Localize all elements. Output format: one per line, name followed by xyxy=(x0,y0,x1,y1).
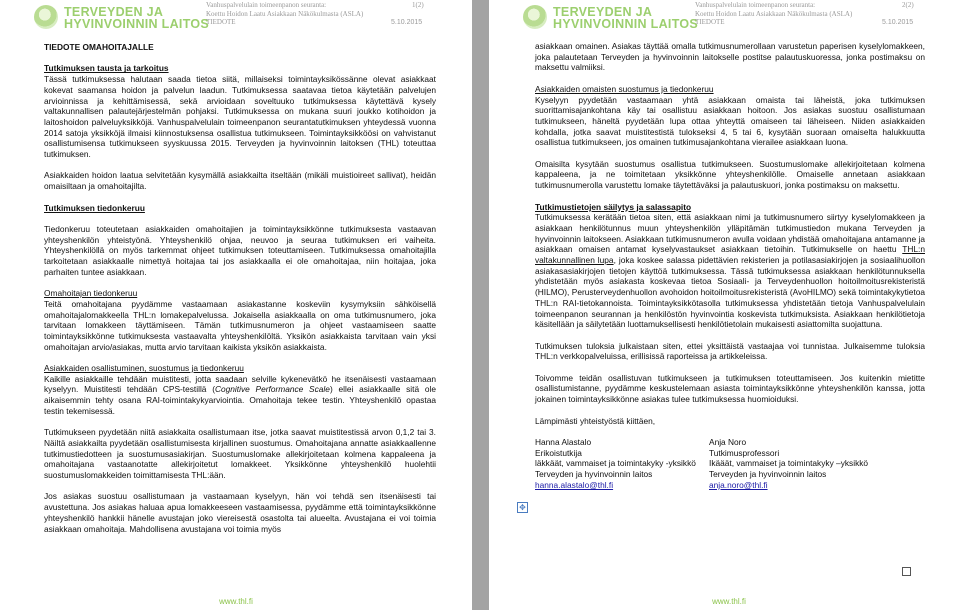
subsection-heading-relatives: Asiakkaiden omaisten suostumus ja tiedonkeruu xyxy=(535,83,714,94)
document-title: TIEDOTE OMAHOITAJALLE xyxy=(44,42,154,52)
text-run-italic: Cognitive Performance Scale xyxy=(214,384,330,395)
paragraph: Omaisilta kysytään suostumus osallistua tutkimukseen. Suostumuslomake allekirjoitetaan kolmena kappaleena, ja ne toimitetaan yksikkönne yhteyshenkilölle. Omaiselle annetaan asiakkaan tutkimusnumerolla varustettu lomake täytettäväksi ja palautuskuori, jonka postimaksu on maksettu. xyxy=(535,158,925,191)
thl-logo xyxy=(34,5,234,31)
subsection-heading-clients: Asiakkaiden osallistuminen, suostumus ja tiedonkeruu xyxy=(44,363,244,373)
logo-text-line2: HYVINVOINNIN LAITOS xyxy=(553,17,699,31)
text-run: Tutkimuksessa kerätään tietoa siten, että asiakkaan nimi ja tutkimusnumero siirtyy kyselylomakkeen ja asiakkaan henkilötunnus muun yhteyshenkilön ylläpitämän tutkimustiedon mukana Terveyden ja hyvinvoinnin laitokseen. Asiakkaan tutkimusnumeron avulla voidaan yhdistää omahoitajana antamanne ja asiakkaan omaisen antamat kyselyvastaukset asiakkaan tietoihin. Tutkimukselle on haettu xyxy=(535,212,925,255)
section-heading-background: Tutkimuksen tausta ja tarkoitus xyxy=(44,63,169,74)
text-run: ) ellei asiakkaalle sitä ole aikaisemmin tehty osana RAI-toimintakykyarviointia. Omahoitaja tekee testin. Yhteyshenkilö opastaa testin tekemisessä. xyxy=(44,384,437,416)
header-meta-line2: Koettu Hoidon Laatu Asiakkaan Näkökulmasta (ASLA) xyxy=(695,9,853,18)
paragraph-cps xyxy=(44,374,436,417)
header-meta xyxy=(206,1,363,27)
signer-name: Anja Noro xyxy=(709,436,747,447)
signer-email-link[interactable]: anja.noro@thl.fi xyxy=(709,479,768,490)
logo-text-line1: TERVEYDEN JA xyxy=(64,5,164,19)
paragraph: Jos asiakas suostuu osallistumaan ja vastaamaan kyselyyn, hän voi tehdä sen itsenäisesti tai avustettuna. Jos asiakas haluaa apua lomakkeeseen vastaamisessa, pyydämme että toimintayksikkönne yhteyshenkilö hankkii hänelle avustajan joko viereisestä osastolta tai alueelta. Avustajana ei voi toimia asiakkaan omahoitaja. Mahdollisena avustajana voi toimia myös xyxy=(44,491,436,534)
paragraph: asiakkaan omainen. Asiakas täyttää omalla tutkimusnumerollaan varustetun paperisen kyselylomakkeen, joka palautetaan Terveyden ja hyvinvoinnin laitokselle postitse palautuskuoressa, jonka postimaksu on maksettu valmiiksi. xyxy=(535,41,925,73)
closing-text: Lämpimästi yhteistyöstä kiittäen, xyxy=(535,415,656,426)
paragraph: Tutkimuksen tuloksia julkaistaan siten, ettei yksittäistä vastaajaa voi tunnistaa. Julkaisemme tuloksia THL:n verkkopalveluissa, erillisissä raporteissa ja artikkeleissa. xyxy=(535,340,925,362)
document-page-1 xyxy=(0,0,472,610)
signer-unit: läkkäät, vammaiset ja toimintakyky -yksikkö xyxy=(535,458,696,469)
header-date: 5.10.2015 xyxy=(391,19,423,26)
signature-table xyxy=(535,437,925,491)
footer-url[interactable]: www.thl.fi xyxy=(712,597,746,606)
header-meta-line1: Vanhuspalvelulain toimeenpanon seuranta: xyxy=(206,1,327,9)
footer-url[interactable]: www.thl.fi xyxy=(219,597,253,606)
header-meta-line3: TIEDOTE xyxy=(695,18,725,26)
paragraph: Kyselyyn pyydetään vastaamaan yhtä asiakkaan omaista tai läheistä, joka tutkimuksen suorittamisajankohtana käy tai osallistuu asiakkaan hoitoon. Jos asiakas suostuu osallistumaan tutkimukseen, häneltä pyydetään lupa ottaa yhteyttä omaiseen tai läheiseen. Niiden asiakkaiden kohdalla, jotka saavat muistitestistä tulokseksi 4, 5 tai 6, kysytään suoraan omaiselta halukkuutta osallistua tutkimukseen, jos omainen tutkimusajankohtana vierailee asiakkaan luona. xyxy=(535,94,925,148)
header-meta-line3: TIEDOTE xyxy=(206,18,236,26)
signer-email-link[interactable]: hanna.alastalo@thl.fi xyxy=(535,479,614,490)
permit-link[interactable]: THL:n valtakunnallinen lupa xyxy=(535,244,925,266)
paragraph: Asiakkaiden hoidon laatua selvitetään kysymällä asiakkailta itseltään (mikäli muistioireet sallivat), heidän omaisiltaan ja omahoitajilta. xyxy=(44,170,436,192)
paragraph: Toivomme teidän osallistuvan tutkimukseen ja tutkimuksen toteuttamiseen. Jos kuitenkin mietitte osallistumistanne, pyydämme keskustelemaan asiasta toimintayksikkönne yhteyshenkilön kanssa, jotta jokainen toimintayksikkönne asiakas tulee tutkimuksessa huomioiduksi. xyxy=(535,372,925,405)
text-run: , joka koskee salassa pidettävien rekisterien ja potilasasiakirjojen ja sosiaalihuollon asiakasasiakirjojen tietojen käyttöä tutkimuksessa. Tässä tutkimuksessa asiakkaan henkilötunnuksella yhdistetään myös asiakasta koskevaa tietoa Sosiaali- ja Terveydenhuollon hoitoilmoitusrekisteristä (HILMO), Perusterveydenhuollon avohoidon hoitoilmoitusrekisteristä (AvoHILMO) sekä toimintakykytietoa THL:n RAI-tietokannoista. Toimintayksikkötasolla tutkimuksessa yhdistetään tietoja Vanhuspalvelulain toimeenpanon seurannan ja henkilöstön hyvinvointia koskevista tutkimuksista. Asiakkaan henkilötietoja käsitellään ja säilytetään luottamuksellisesti henkilötietolain mukaisesti asiattomilta suojattuna. xyxy=(535,255,925,330)
logo-text-line2: HYVINVOINNIN LAITOS xyxy=(64,17,210,31)
page-2-body xyxy=(535,41,925,490)
header-meta-line2: Koettu Hoidon Laatu Asiakkaan Näkökulmasta (ASLA) xyxy=(206,9,364,18)
section-heading-storage: Tutkimustietojen säilytys ja salassapito xyxy=(535,201,692,212)
paragraph-privacy xyxy=(535,212,925,330)
paragraph: Tiedonkeruu toteutetaan asiakkaiden omahoitajien ja toimintayksikkönne tutkimuksesta vastaavan yhteyshenkilön yhteistyönä. Yhteyshenkilö ohjaa, neuvoo ja seuraa tutkimuksen eri vaiheita. Yhteyshenkilöllä on myös tarkemmat ohjeet tutkimuksen toteuttamiseen. Tutkimuksessa omahoitajilla tarkoitetaan asiakkaalle nimettyä hoitajaa tai jos asiakkaalla ei ole omahoitajaa, niin hoitajaa, joka parhaiten tuntee asiakkaan. xyxy=(44,223,436,277)
logo-text-line1: TERVEYDEN JA xyxy=(553,5,653,19)
signer-1 xyxy=(535,436,696,491)
table-move-handle-icon[interactable]: ✥ xyxy=(517,502,528,513)
signer-org: Terveyden ja hyvinvoinnin laitos xyxy=(535,469,653,480)
paragraph: Teitä omahoitajana pyydämme vastaamaan asiakastanne koskeviin kysymyksiin sähköisellä omahoitajalomakkeella THL:n lomakepalvelussa. Jokaisella asiakkaalla on oma tutkimusnumero, joka tarvitaan lomakkeen täyttämiseen. Tämän tutkimusnumeron ja ohjeet vastaamiseen saatte toimintayksikkönne tutkimuksesta vastaavalta yhteyshenkilöltä. Yksikön asiakkaista tarvitaan vain yksi omahoitajan arvio/asiakas, mutta arvio tarvitaan kaikista yksikön asiakkaista. xyxy=(44,298,436,352)
page-header xyxy=(0,0,472,34)
header-meta xyxy=(695,1,852,27)
document-page-2 xyxy=(489,0,969,610)
paragraph: Tutkimukseen pyydetään niitä asiakkaita osallistumaan itse, jotka saavat muistitestissä arvon 0,1,2 tai 3. Näiltä asiakkailta pyydetään osallistumisesta kirjallinen suostumus. Omahoitajana annatte asiakkaallenne tutkimustiedotteen ja suostumusasiakirjan. Suostumuslomake allekirjoitetaan kolmena kappaleena ja omahoitajana vastaanotatte allekirjoitetut lomakkeet. Yksikkönne yhteyshenkilö huolehtii suostumuslomakkeiden toimittamisesta THL:ään. xyxy=(44,427,436,481)
header-meta-line1: Vanhuspalvelulain toimeenpanon seuranta: xyxy=(695,1,816,9)
header-page-number: 1(2) xyxy=(412,1,424,9)
signer-org: Terveyden ja hyvinvoinnin laitos xyxy=(709,469,827,480)
page-header xyxy=(489,0,969,34)
signer-role: Tutkimusprofessori xyxy=(709,447,780,458)
paragraph: Tässä tutkimuksessa halutaan saada tietoa siitä, millaiseksi toimintayksikössänne olevat asiakkaat kokevat saamansa hoidon ja palvelun laadun. Tutkimuksessa saatavaa tietoa käytetään palvelujen arvioinnissa ja kehittämisessä, sekä arvioidaan soveltuuko tutkimuksessa käytettävä kysely valtakunnallisen palautejärjestelmän pohjaksi. Tutkimuksessa on mukana suuri joukko kotihoidon ja laitoshoidon palveluyksikköjä. Vanhuspalvelulain toimeenpanon seurantatutkimuksen yhteydessä vuonna 2014 satoja yksikköjä ilmaisi kiinnostuksensa osallistua tutkimukseen. Toimintayksikköösi on vahvistanut osallistumisensa tutkimukseen syyskuussa 2015. Terveyden ja hyvinvoinnin laitoksen (THL) toteuttaa tutkimuksen. xyxy=(44,74,436,160)
thl-logo xyxy=(523,5,723,31)
thl-logo-icon xyxy=(34,5,58,29)
header-date: 5.10.2015 xyxy=(882,19,914,26)
page-1-body xyxy=(44,42,436,545)
thl-logo-icon xyxy=(523,5,547,29)
signer-role: Erikoistutkija xyxy=(535,447,582,458)
header-page-number: 2(2) xyxy=(902,1,914,9)
subsection-heading-nurse: Omahoitajan tiedonkeruu xyxy=(44,288,138,299)
signer-2 xyxy=(709,436,869,491)
signer-unit: Ikääät, vammaiset ja toimintakyky –yksikkö xyxy=(709,458,869,469)
signer-name: Hanna Alastalo xyxy=(535,436,592,447)
text-run: Kaikille asiakkaille tehdään muistitesti, jotta saadaan selville kykenevätkö he itsenäisesti vastaamaan kyselyyn. Muistitesti tehdään CPS-testillä ( xyxy=(44,373,436,395)
table-resize-handle-icon[interactable] xyxy=(902,567,911,576)
section-heading-data-collection: Tutkimuksen tiedonkeruu xyxy=(44,202,145,213)
